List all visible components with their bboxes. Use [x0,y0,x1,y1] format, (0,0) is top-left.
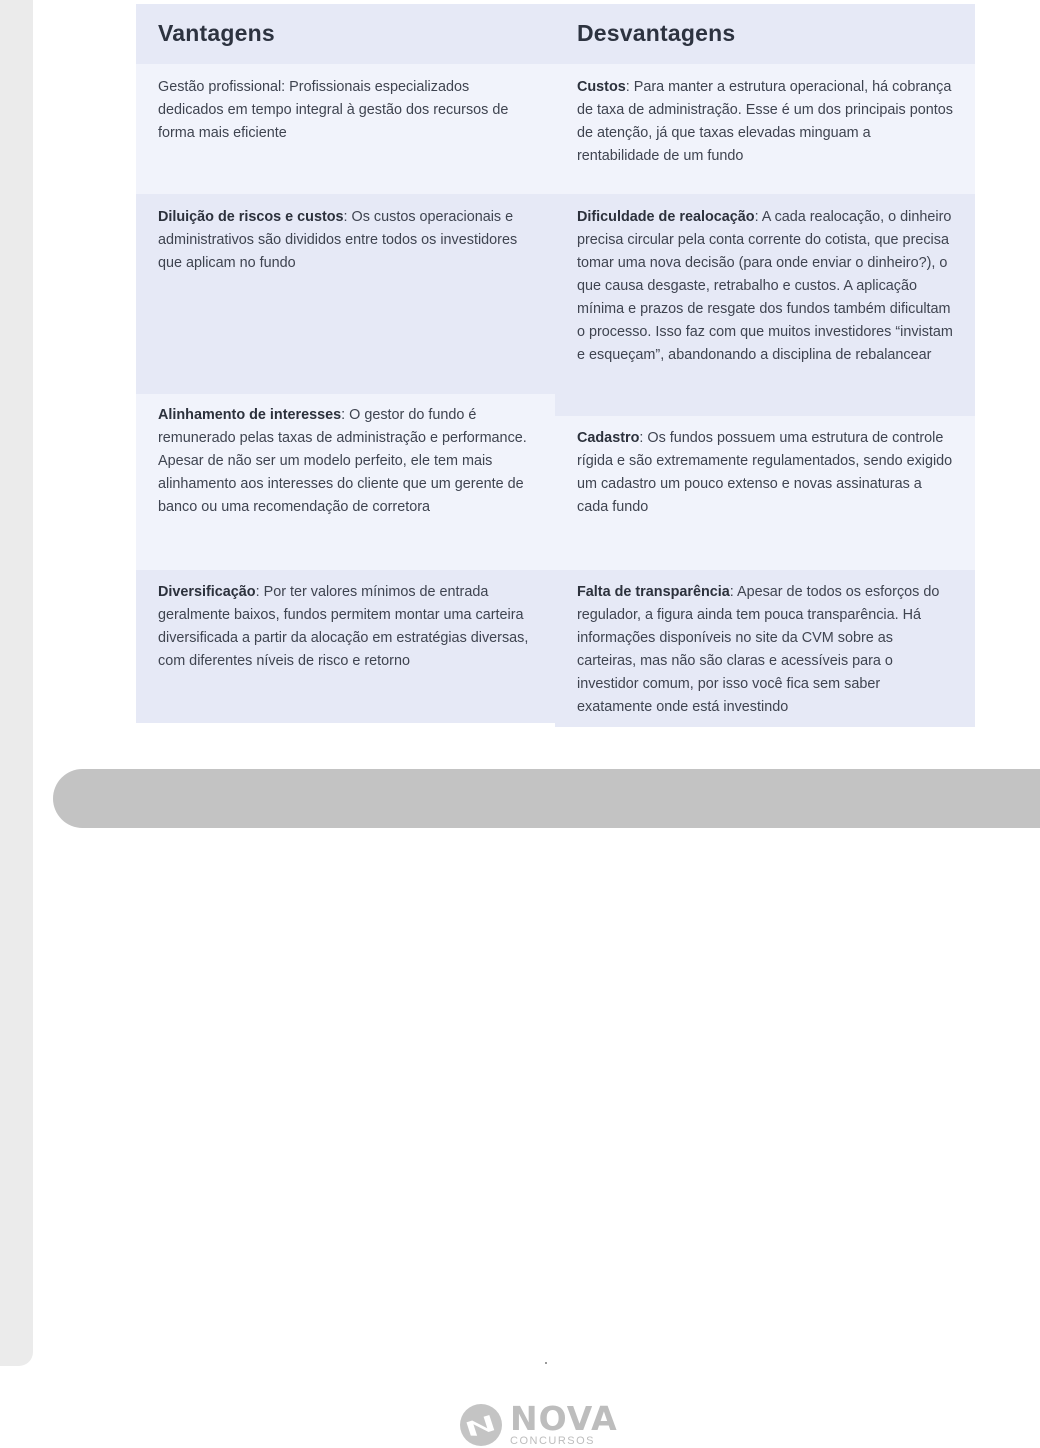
disadvantage-cell-4 [555,570,975,727]
disadvantage-cell-3 [555,416,975,570]
advantage-cell-1 [136,64,555,194]
advantage-text-1: Gestão profissional: Profissionais especializados dedicados em tempo integral à gestão dos recursos de forma mais eficiente [158,79,509,141]
advantage-text-4: Diversificação: Por ter valores mínimos de entrada geralmente baixos, fundos permitem montar uma carteira diversificada a partir da alocação em estratégias diversas, com diferentes níveis de risco e retorno [158,584,529,669]
section-divider-banner [53,769,1040,828]
disadvantages-header: Desvantagens [577,20,736,46]
disadvantage-text-1: Custos: Para manter a estrutura operacional, há cobrança de taxa de administração. Esse é um dos principais pontos de atenção, já que taxas elevadas minguam a rentabilidade de um fundo [577,79,953,164]
disadvantage-cell-1 [555,64,975,194]
advantage-text-3: Alinhamento de interesses: O gestor do fundo é remunerado pelas taxas de administração e performance. Apesar de não ser um modelo perfeito, ele tem mais alinhamento aos interesses do cliente que um gerente de banco ou uma recomendação de corretora [158,407,527,515]
disadvantage-text-3: Cadastro: Os fundos possuem uma estrutura de controle rígida e são extremamente regulamentados, sendo exigido um cadastro um pouco extenso e novas assinaturas a cada fundo [577,430,953,515]
disadvantage-cell-2 [555,194,975,416]
page-mark [545,1362,547,1364]
advantages-header-cell [136,4,555,64]
disadvantages-header-cell [555,4,975,64]
nova-logo-icon [458,1402,504,1448]
advantage-cell-2 [136,194,555,394]
advantage-cell-3 [136,394,555,570]
advantage-text-2: Diluição de riscos e custos: Os custos operacionais e administrativos são divididos entre todos os investidores que aplicam no fundo [158,209,518,271]
advantage-cell-4 [136,570,555,723]
nova-concursos-logo [458,1399,618,1448]
logo-subtitle: CONCURSOS [510,1435,596,1447]
advantages-header: Vantagens [158,20,275,46]
page-side-bar [0,0,33,1366]
disadvantage-text-4: Falta de transparência: Apesar de todos os esforços do regulador, a figura ainda tem pouca transparência. Há informações disponíveis no site da CVM sobre as carteiras, mas não são claras e acessíveis para o investidor comum, por isso você fica sem saber exatamente onde está investindo [577,584,940,715]
logo-wordmark: NOVA [510,1399,618,1438]
disadvantage-text-2: Dificuldade de realocação: A cada realocação, o dinheiro precisa circular pela conta corrente do cotista, que precisa tomar uma nova decisão (para onde enviar o dinheiro?), o que causa desgaste, retrabalho e custos. A aplicação mínima e prazos de resgate dos fundos também dificultam o processo. Isso faz com que muitos investidores “invistam e esqueçam”, abandonando a disciplina de rebalancear [577,209,953,363]
